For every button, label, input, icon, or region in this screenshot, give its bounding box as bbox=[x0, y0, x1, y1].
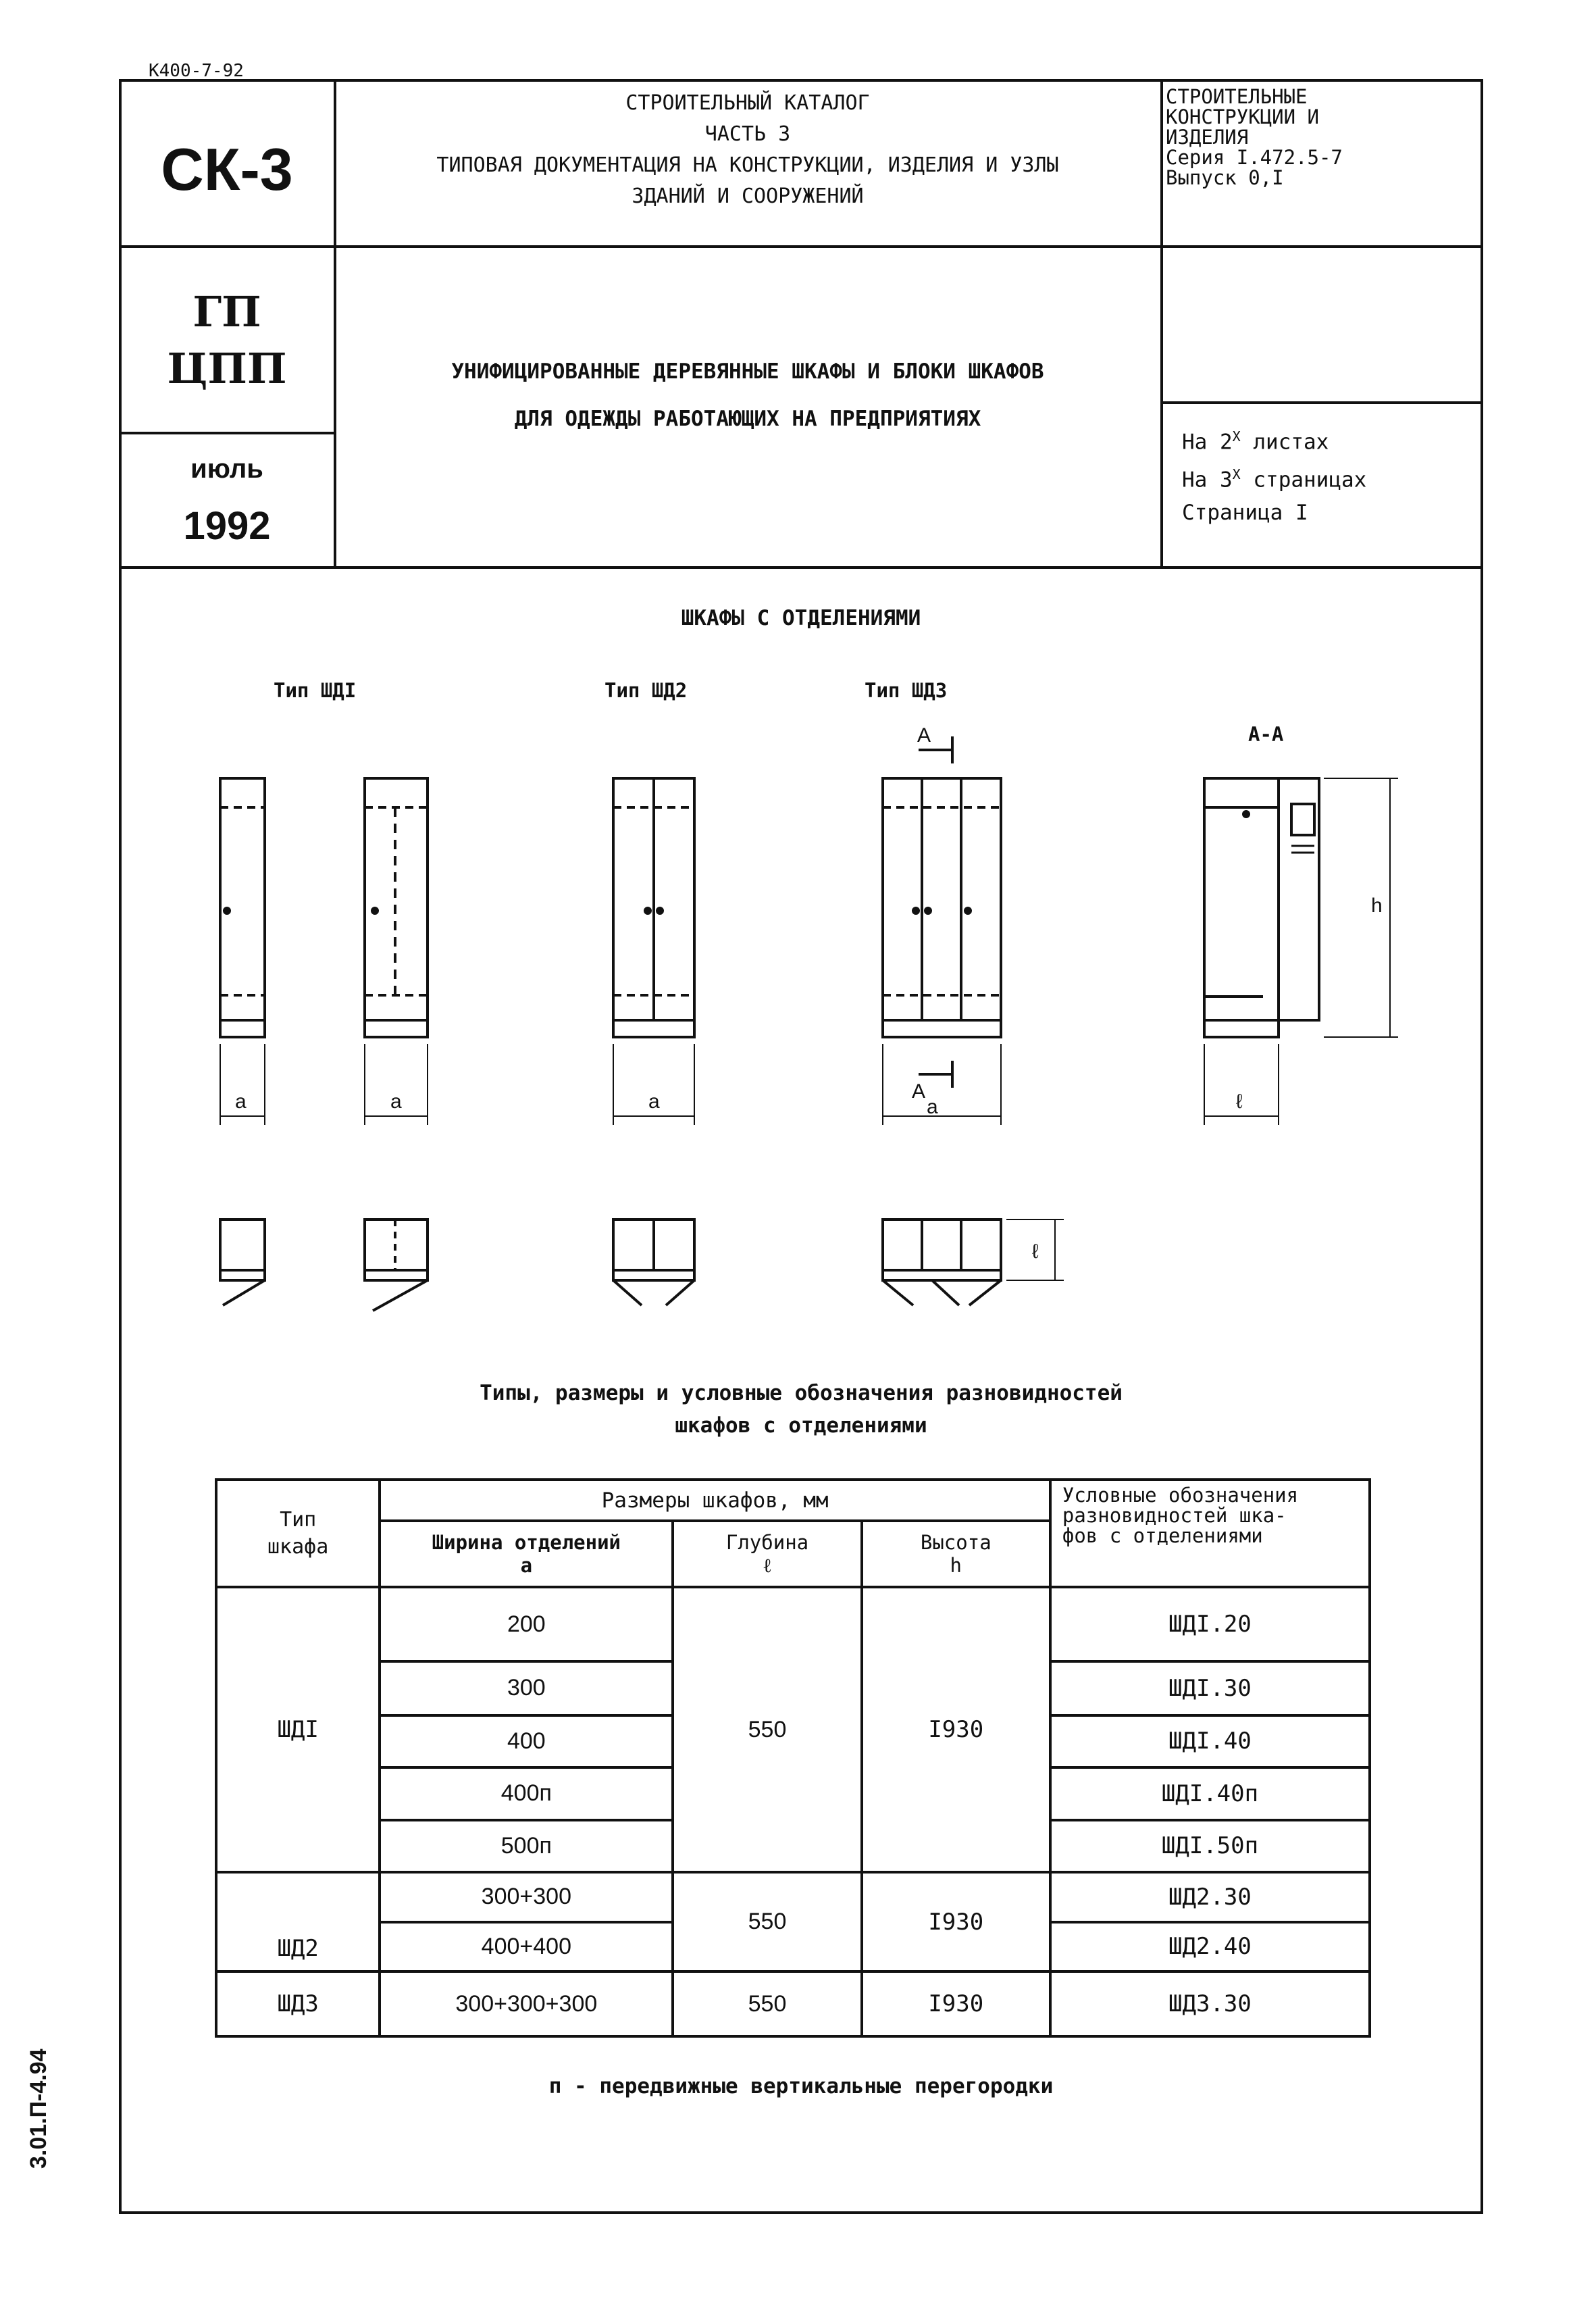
cabinet-type2-front bbox=[613, 778, 694, 1037]
type-1-label: Тип ШДI bbox=[274, 679, 357, 702]
dim-h-label: h bbox=[1371, 895, 1383, 917]
page-number: Страница I bbox=[1182, 500, 1308, 525]
width-dimensions bbox=[220, 1044, 1001, 1125]
cell-width: 200 bbox=[380, 1587, 673, 1661]
table-row bbox=[216, 1971, 1370, 2036]
document-title-line: ДЛЯ ОДЕЖДЫ РАБОТАЮЩИХ НА ПРЕДПРИЯТИЯХ bbox=[514, 407, 981, 431]
cell-height: I930 bbox=[862, 1971, 1050, 2036]
cell-type: ШД2 bbox=[216, 1872, 380, 1971]
cell-notation: ШДI.40п bbox=[1050, 1767, 1370, 1820]
series-info-line: Серия I.472.5-7 bbox=[1166, 146, 1343, 169]
dim-a-label: a bbox=[235, 1090, 247, 1113]
cell-depth: 550 bbox=[673, 1587, 861, 1872]
section-mark: А bbox=[917, 724, 931, 747]
dim-a-label: a bbox=[927, 1096, 938, 1118]
cell-width: 400п bbox=[380, 1767, 673, 1820]
cabinet-section-view bbox=[1204, 778, 1398, 1125]
cell-width: 300 bbox=[380, 1661, 673, 1715]
header-type: Тип шкафа bbox=[216, 1480, 380, 1587]
dim-l-label: ℓ bbox=[1032, 1240, 1039, 1263]
cell-depth: 550 bbox=[673, 1872, 861, 1971]
cell-notation: ШД2.30 bbox=[1050, 1872, 1370, 1921]
series-info-line: КОНСТРУКЦИИ И bbox=[1166, 105, 1319, 128]
cell-notation: ШД3.30 bbox=[1050, 1971, 1370, 2036]
cabinet-type3-front bbox=[883, 736, 1001, 1088]
dim-l-label: ℓ bbox=[1236, 1090, 1243, 1113]
cell-depth: 550 bbox=[673, 1971, 861, 2036]
cell-notation: ШДI.30 bbox=[1050, 1661, 1370, 1715]
header-sizes: Размеры шкафов, мм bbox=[380, 1480, 1050, 1521]
pages-count: На $3^Х$ страницах bbox=[1182, 466, 1367, 493]
table-caption-line: Типы, размеры и условные обозначения разновидностей bbox=[480, 1381, 1123, 1405]
cell-width: 400+400 bbox=[380, 1922, 673, 1971]
series-info-line: Выпуск 0,I bbox=[1166, 166, 1284, 189]
sheet-code: 3.01.П-4.94 bbox=[26, 2048, 51, 2169]
cabinet-type1-front-narrow bbox=[220, 778, 265, 1037]
table-row bbox=[216, 1872, 1370, 1921]
catalog-line: ТИПОВАЯ ДОКУМЕНТАЦИЯ НА КОНСТРУКЦИИ, ИЗДЕЛИЯ И УЗЛЫ bbox=[436, 153, 1059, 177]
document-code: К400-7-92 bbox=[149, 61, 244, 81]
cell-width: 400 bbox=[380, 1715, 673, 1768]
dim-a-label: a bbox=[648, 1090, 660, 1113]
catalog-line: ЧАСТЬ 3 bbox=[704, 122, 791, 146]
header-depth: Глубина ℓ bbox=[673, 1521, 861, 1587]
table-caption-line: шкафов с отделениями bbox=[675, 1413, 927, 1438]
dim-a-label: a bbox=[390, 1090, 402, 1113]
release-month: июль bbox=[190, 454, 263, 484]
cabinet-plans bbox=[220, 1219, 1064, 1311]
cell-notation: ШД2.40 bbox=[1050, 1922, 1370, 1971]
cabinet-type1-front-wide bbox=[365, 778, 428, 1037]
table-row bbox=[216, 1587, 1370, 1661]
catalog-line: ЗДАНИЙ И СООРУЖЕНИЙ bbox=[632, 184, 864, 208]
drawing-heading: ШКАФЫ С ОТДЕЛЕНИЯМИ bbox=[681, 606, 921, 630]
table-caption bbox=[119, 1377, 1483, 1442]
cell-width: 300+300 bbox=[380, 1872, 673, 1921]
table-footnote: п - передвижные вертикальные перегородки bbox=[548, 2074, 1054, 2098]
type-3-label: Тип ШД3 bbox=[865, 679, 948, 702]
organization-line: ЦПП bbox=[167, 344, 287, 393]
series-info-line: СТРОИТЕЛЬНЫЕ bbox=[1166, 85, 1308, 108]
section-mark: А bbox=[912, 1080, 926, 1103]
cell-height: I930 bbox=[862, 1587, 1050, 1872]
header-width: Ширина отделений a bbox=[380, 1521, 673, 1587]
header-notation: Условные обозначения разновидностей шка- фов с отделениями bbox=[1050, 1480, 1370, 1587]
type-2-label: Тип ШД2 bbox=[604, 679, 688, 702]
organization-line: ГП bbox=[192, 287, 261, 336]
catalog-line: СТРОИТЕЛЬНЫЙ КАТАЛОГ bbox=[625, 91, 870, 115]
document-title-line: УНИФИЦИРОВАННЫЕ ДЕРЕВЯННЫЕ ШКАФЫ И БЛОКИ ШКАФОВ bbox=[451, 359, 1044, 384]
series-info-line: ИЗДЕЛИЯ bbox=[1166, 126, 1249, 149]
section-label: А-А bbox=[1248, 723, 1284, 746]
table-header-row bbox=[216, 1480, 1370, 1521]
cell-notation: ШДI.20 bbox=[1050, 1587, 1370, 1661]
release-year: 1992 bbox=[183, 504, 271, 548]
cabinet-sizes-table bbox=[215, 1478, 1371, 2038]
cell-notation: ШДI.40 bbox=[1050, 1715, 1370, 1768]
cell-width: 500п bbox=[380, 1820, 673, 1873]
sheets-count: На $2^Х$ листах bbox=[1182, 428, 1329, 455]
cell-type: ШДI bbox=[216, 1587, 380, 1872]
cell-height: I930 bbox=[862, 1872, 1050, 1971]
cell-type: ШД3 bbox=[216, 1971, 380, 2036]
cell-width: 300+300+300 bbox=[380, 1971, 673, 2036]
header-height: Высота h bbox=[862, 1521, 1050, 1587]
series-code: СК-3 bbox=[161, 136, 293, 203]
cell-notation: ШДI.50п bbox=[1050, 1820, 1370, 1873]
